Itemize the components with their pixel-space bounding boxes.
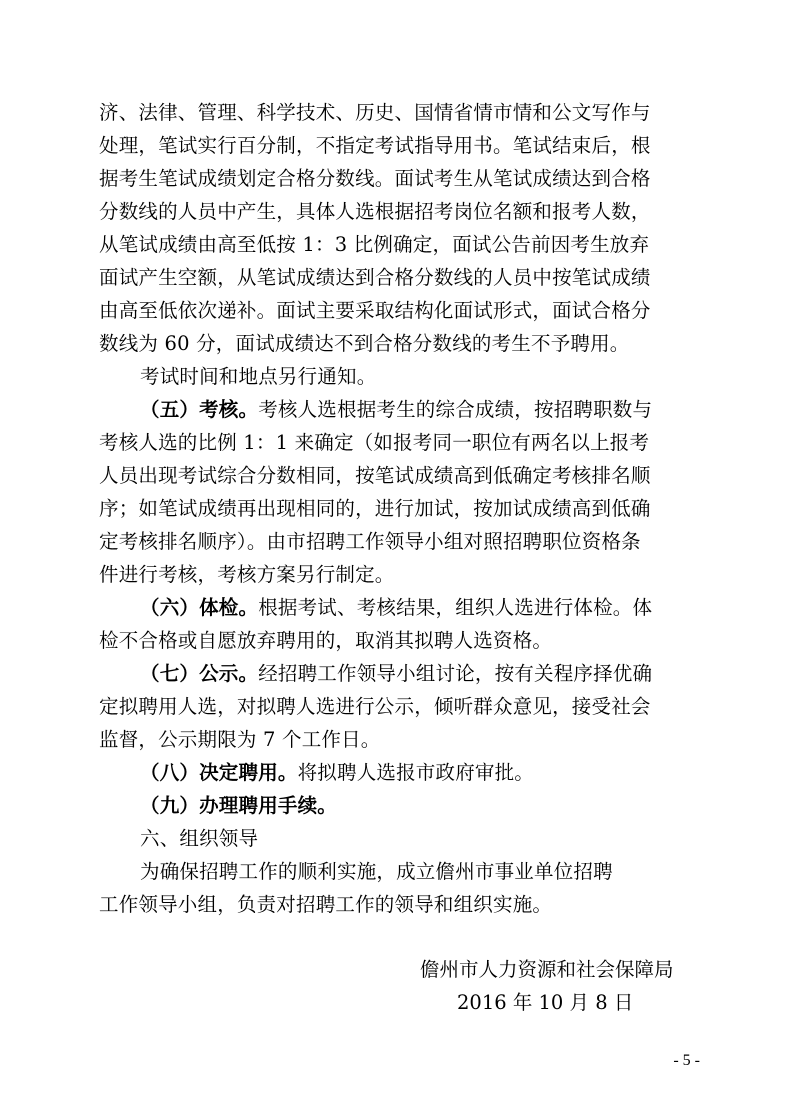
section-6-heading: （六）体检。 xyxy=(140,596,259,619)
body-line: 由高至低依次递补。面试主要采取结构化面试形式，面试合格分 xyxy=(99,299,651,322)
section-5-text: 考核人选根据考生的综合成绩，按招聘职数与 xyxy=(258,398,653,421)
section-6-text: 根据考试、考核结果，组织人选进行体检。体 xyxy=(258,596,653,619)
body-line: 分数线的人员中产生，具体人选根据招考岗位名额和报考人数， xyxy=(99,200,651,223)
section-5-heading: （五）考核。 xyxy=(140,398,259,421)
body-line: 检不合格或自愿放弃聘用的，取消其拟聘人选资格。 xyxy=(99,629,553,652)
body-line: 为确保招聘工作的顺利实施，成立儋州市事业单位招聘 xyxy=(140,860,613,883)
org-section-heading: 六、组织领导 xyxy=(140,827,259,850)
section-7-first-line xyxy=(140,657,750,690)
body-line: 件进行考核，考核方案另行制定。 xyxy=(99,563,395,586)
body-line: 监督，公示期限为 7 个工作日。 xyxy=(99,728,381,751)
section-7-text: 经招聘工作领导小组讨论，按有关程序择优确 xyxy=(258,662,653,685)
body-line: 据考生笔试成绩划定合格分数线。面试考生从笔试成绩达到合格 xyxy=(99,167,651,190)
section-6-first-line xyxy=(140,591,750,624)
body-line: 面试产生空额，从笔试成绩达到合格分数线的人员中按笔试成绩 xyxy=(99,266,651,289)
body-line: 从笔试成绩由高至低按 1：3 比例确定，面试公告前因考生放弃 xyxy=(99,233,650,256)
body-line: 序；如笔试成绩再出现相同的，进行加试，按加试成绩高到低确 xyxy=(99,497,651,520)
signature-org: 儋州市人力资源和社会保障局 xyxy=(420,958,674,981)
section-8-heading: （八）决定聘用。 xyxy=(140,761,298,784)
body-line: 定考核排名顺序）。由市招聘工作领导小组对照招聘职位资格条 xyxy=(99,530,641,553)
section-8-text: 将拟聘人选报市政府审批。 xyxy=(297,761,535,784)
section-8-line xyxy=(140,756,750,789)
body-line: 定拟聘用人选，对拟聘人选进行公示，倾听群众意见，接受社会 xyxy=(99,695,651,718)
body-line: 数线为 60 分，面试成绩达不到合格分数线的考生不予聘用。 xyxy=(99,332,630,355)
page-number: - 5 - xyxy=(673,1052,700,1069)
section-9-line xyxy=(140,789,750,822)
body-line: 考核人选的比例 1：1 来确定（如报考同一职位有两名以上报考 xyxy=(99,431,650,454)
body-line: 济、法律、管理、科学技术、历史、国情省情市情和公文写作与 xyxy=(99,101,651,124)
section-5-first-line xyxy=(140,393,750,426)
body-line: 人员出现考试综合分数相同，按笔试成绩高到低确定考核排名顺 xyxy=(99,464,651,487)
body-line: 工作领导小组，负责对招聘工作的领导和组织实施。 xyxy=(99,893,553,916)
section-9-heading: （九）办理聘用手续。 xyxy=(140,794,338,817)
body-line: 考试时间和地点另行通知。 xyxy=(140,365,377,388)
body-line: 处理，笔试实行百分制，不指定考试指导用书。笔试结束后，根 xyxy=(99,134,651,157)
section-7-heading: （七）公示。 xyxy=(140,662,259,685)
signature-date: 2016 年 10 月 8 日 xyxy=(457,991,634,1014)
